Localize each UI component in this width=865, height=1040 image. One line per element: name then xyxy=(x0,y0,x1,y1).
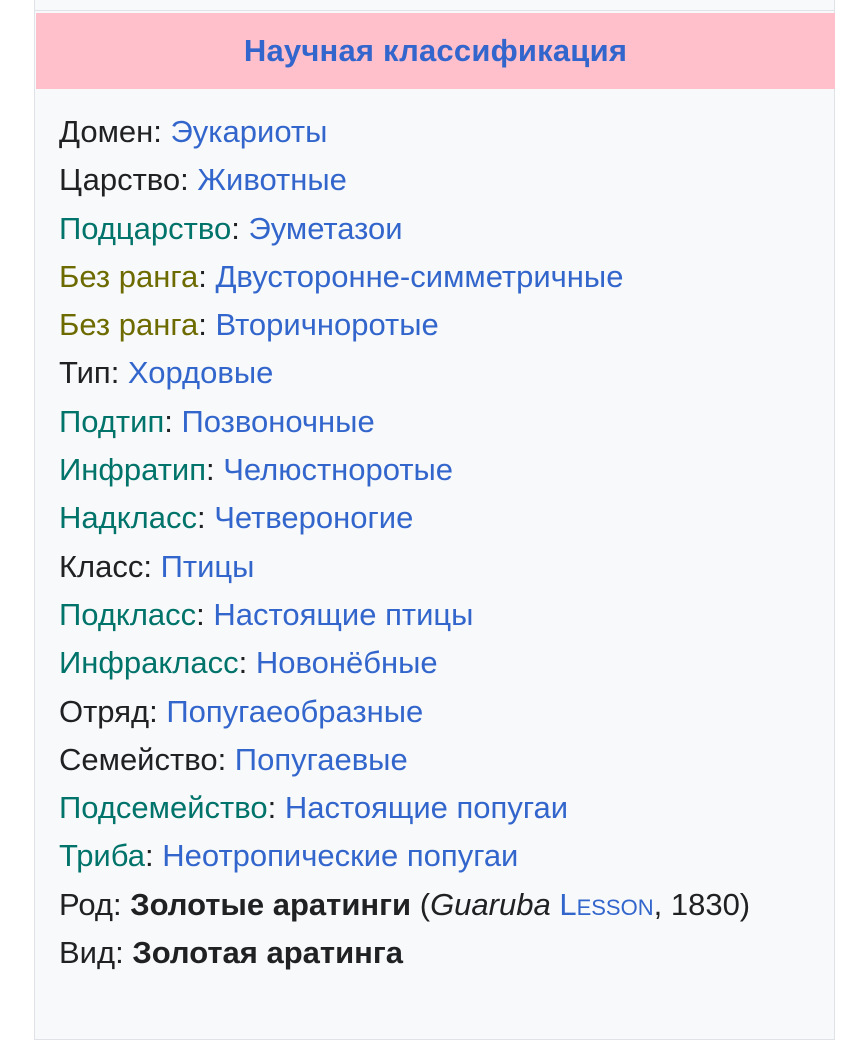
row-subphylum: Подтип: Позвоночные xyxy=(59,403,375,439)
rank-label: Домен xyxy=(59,114,154,149)
taxon-link-aves[interactable]: Птицы xyxy=(160,548,255,584)
genus-latin-name: Guaruba xyxy=(430,886,551,922)
rank-label: Царство xyxy=(59,162,181,198)
taxon-link-neognathae[interactable]: Новонёбные xyxy=(255,645,438,681)
rank-link-subfamily[interactable]: Подсемейство xyxy=(59,790,268,826)
row-superclass: Надкласс: Четвероногие xyxy=(59,500,414,536)
row-unranked-1: Без ранга: Двусторонне-симметричные xyxy=(59,258,624,294)
rank-link-superclass[interactable]: Надкласс xyxy=(59,500,197,536)
rank-link-subclass[interactable]: Подкласс xyxy=(59,596,197,632)
row-phylum: Тип: Хордовые xyxy=(59,355,274,391)
row-subfamily: Подсемейство: Настоящие попугаи xyxy=(59,790,569,826)
taxon-link-psittaciformes[interactable]: Попугаеобразные xyxy=(166,693,424,729)
taxon-link-psittacidae[interactable]: Попугаевые xyxy=(234,741,408,777)
row-kingdom: Царство: Животные xyxy=(59,162,347,198)
rank-label: Отряд xyxy=(59,693,150,729)
rank-link-unranked[interactable]: Без ранга xyxy=(59,307,199,343)
row-infraclass: Инфракласс: Новонёбные xyxy=(59,645,438,681)
rank-link-unranked[interactable]: Без ранга xyxy=(59,258,199,294)
species-name: Золотая аратинга xyxy=(132,935,404,971)
rank-label: Род xyxy=(59,886,113,922)
row-family: Семейство: Попугаевые xyxy=(59,741,408,777)
taxon-link-animalia[interactable]: Животные xyxy=(197,162,347,198)
genus-year: 1830) xyxy=(670,886,751,922)
row-subclass: Подкласс: Настоящие птицы xyxy=(59,596,474,632)
rank-link-infraclass[interactable]: Инфракласс xyxy=(59,645,239,681)
row-tribe: Триба: Неотропические попугаи xyxy=(59,838,519,874)
rank-label: Семейство xyxy=(59,741,218,777)
classification-header xyxy=(36,13,835,89)
rank-label: Вид xyxy=(59,935,116,971)
row-species: Вид: Золотая аратинга xyxy=(59,935,404,971)
classification-rows xyxy=(59,108,819,977)
row-unranked-2: Без ранга: Вторичноротые xyxy=(59,307,439,343)
rank-link-subkingdom[interactable]: Подцарство xyxy=(59,210,232,246)
taxon-link-chordata[interactable]: Хордовые xyxy=(127,355,274,391)
row-order: Отряд: Попугаеобразные xyxy=(59,693,424,729)
infobox-top-border xyxy=(34,0,835,10)
row-infraphylum: Инфратип: Челюстноротые xyxy=(59,452,454,488)
row-genus: Род: Золотые аратинги (Guaruba Lesson, 1830) xyxy=(59,886,751,922)
taxon-link-vertebrata[interactable]: Позвоночные xyxy=(181,403,375,439)
rank-link-subphylum[interactable]: Подтип xyxy=(59,403,165,439)
row-subkingdom: Подцарство: Эуметазои xyxy=(59,210,403,246)
author-link-lesson[interactable]: Lesson xyxy=(559,886,654,922)
rank-label: Тип xyxy=(59,355,111,391)
rank-link-tribe[interactable]: Триба xyxy=(59,838,146,874)
genus-name: Золотые аратинги xyxy=(130,886,412,922)
taxon-link-psittacinae[interactable]: Настоящие попугаи xyxy=(284,790,569,826)
taxon-link-gnathostomata[interactable]: Челюстноротые xyxy=(223,452,454,488)
taxon-link-bilateria[interactable]: Двусторонне-симметричные xyxy=(215,258,624,294)
taxon-link-tetrapoda[interactable]: Четвероногие xyxy=(214,500,414,536)
row-domain: Домен: Эукариоты xyxy=(59,114,328,149)
taxon-link-neornithes[interactable]: Настоящие птицы xyxy=(213,596,474,632)
open-paren: ( xyxy=(419,886,431,922)
rank-link-infraphylum[interactable]: Инфратип xyxy=(59,452,207,488)
taxon-link-eumetazoa[interactable]: Эуметазои xyxy=(248,210,403,246)
taxon-link-eukaryota[interactable]: Эукариоты xyxy=(170,114,328,149)
rank-label: Класс xyxy=(59,548,144,584)
taxon-link-arini[interactable]: Неотропические попугаи xyxy=(162,838,519,874)
classification-title: Научная классификация xyxy=(243,33,628,68)
comma: , xyxy=(653,886,663,922)
row-class: Класс: Птицы xyxy=(59,548,255,584)
taxon-link-deuterostomia[interactable]: Вторичноротые xyxy=(215,307,439,343)
